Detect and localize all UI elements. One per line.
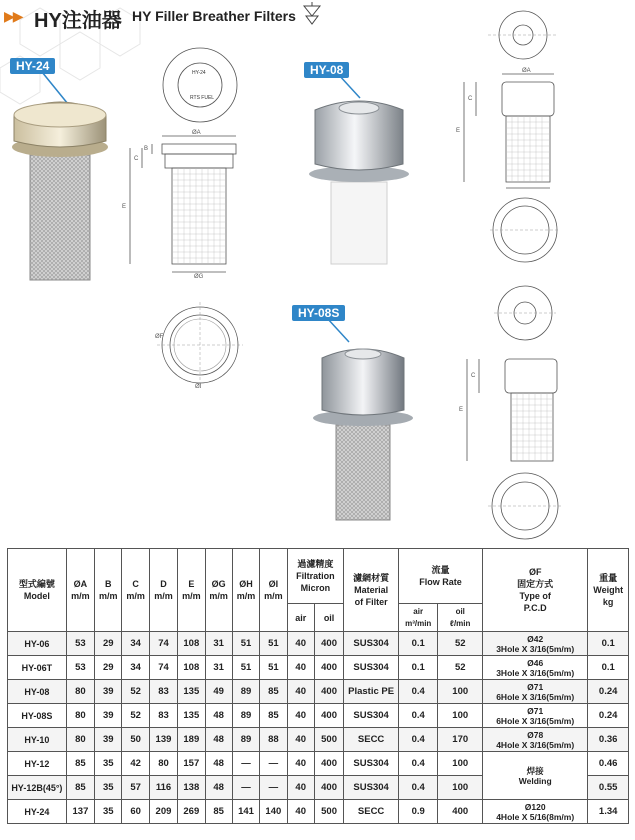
col-filtration: 過濾精度 Filtration Micron <box>287 549 344 604</box>
funnel-icon <box>302 2 322 26</box>
table-cell-foil: 500 <box>314 800 343 824</box>
table-cell-model: HY-24 <box>8 800 67 824</box>
col-c: C m/m <box>122 549 149 632</box>
table-cell-weight: 0.46 <box>588 752 629 776</box>
page-subtitle: HY Filler Breather Filters <box>132 8 296 24</box>
table-cell-a: 53 <box>66 632 94 656</box>
table-cell-h: 89 <box>232 680 259 704</box>
table-row <box>8 632 629 656</box>
table-cell-a: 85 <box>66 776 94 800</box>
title-arrows-icon: ▶▶ <box>4 8 22 24</box>
table-cell-c: 42 <box>122 752 149 776</box>
table-cell-pcd: Ø78 4Hole X 3/16(5m/m) <box>483 728 588 752</box>
table-cell-h: — <box>232 776 259 800</box>
table-cell-foil: 400 <box>314 776 343 800</box>
table-cell-pcd: 焊接 Welding <box>483 752 588 800</box>
hy24-photo <box>8 95 113 285</box>
table-cell-b: 39 <box>95 704 122 728</box>
table-cell-a: 80 <box>66 680 94 704</box>
table-cell-foil: 400 <box>314 656 343 680</box>
table-cell-flow_oil: 100 <box>438 776 483 800</box>
table-cell-b: 35 <box>95 752 122 776</box>
dim-c: C <box>134 156 139 162</box>
table-cell-b: 29 <box>95 656 122 680</box>
table-cell-flow_air: 0.1 <box>398 632 438 656</box>
hy24-bottom-drawing <box>155 300 245 390</box>
table-cell-flow_air: 0.1 <box>398 656 438 680</box>
table-cell-fair: 40 <box>287 800 314 824</box>
table-cell-g: 31 <box>205 632 232 656</box>
col-filtration-oil: oil <box>314 604 343 632</box>
table-cell-c: 50 <box>122 728 149 752</box>
table-cell-h: 89 <box>232 728 259 752</box>
table-cell-weight: 0.1 <box>588 656 629 680</box>
table-cell-h: 51 <box>232 632 259 656</box>
col-flow-oil: oil ℓ/min <box>438 604 483 632</box>
table-cell-b: 29 <box>95 632 122 656</box>
cap-text-bottom: RTS FUEL <box>190 95 215 101</box>
table-cell-fair: 40 <box>287 752 314 776</box>
table-cell-foil: 400 <box>314 752 343 776</box>
table-cell-flow_oil: 170 <box>438 728 483 752</box>
table-cell-e: 108 <box>178 632 205 656</box>
table-cell-material: SUS304 <box>344 656 399 680</box>
table-cell-foil: 400 <box>314 704 343 728</box>
table-cell-g: 48 <box>205 704 232 728</box>
col-g: ØG m/m <box>205 549 232 632</box>
table-cell-c: 60 <box>122 800 149 824</box>
dim-i: ØI <box>195 384 202 390</box>
table-cell-material: SECC <box>344 800 399 824</box>
table-row <box>8 728 629 752</box>
table-cell-pcd: Ø71 6Hole X 3/16(5m/m) <box>483 704 588 728</box>
table-cell-g: 49 <box>205 680 232 704</box>
table-cell-d: 139 <box>149 728 177 752</box>
table-cell-fair: 40 <box>287 728 314 752</box>
dim-e: E <box>122 204 127 210</box>
table-cell-model: HY-06T <box>8 656 67 680</box>
table-cell-b: 39 <box>95 680 122 704</box>
table-cell-foil: 500 <box>314 728 343 752</box>
table-cell-e: 135 <box>178 704 205 728</box>
table-cell-g: 48 <box>205 776 232 800</box>
table-cell-material: SUS304 <box>344 776 399 800</box>
hy08s-side-drawing <box>455 345 565 470</box>
table-cell-pcd: Ø42 3Hole X 3/16(5m/m) <box>483 632 588 656</box>
svg-text:C: C <box>468 96 473 102</box>
table-cell-d: 83 <box>149 680 177 704</box>
table-cell-d: 74 <box>149 656 177 680</box>
col-material: 濾網材質 Material of Filter <box>344 549 399 632</box>
table-cell-material: SUS304 <box>344 752 399 776</box>
table-cell-a: 80 <box>66 728 94 752</box>
table-cell-flow_air: 0.9 <box>398 800 438 824</box>
col-a: ØA m/m <box>66 549 94 632</box>
table-cell-weight: 0.55 <box>588 776 629 800</box>
col-model: 型式編號 Model <box>8 549 67 632</box>
table-cell-flow_air: 0.4 <box>398 704 438 728</box>
svg-text:ØA: ØA <box>522 68 531 74</box>
table-cell-flow_oil: 100 <box>438 752 483 776</box>
col-flow: 流量 Flow Rate <box>398 549 482 604</box>
table-cell-flow_air: 0.4 <box>398 752 438 776</box>
table-cell-material: SUS304 <box>344 632 399 656</box>
table-cell-fair: 40 <box>287 776 314 800</box>
col-e: E m/m <box>178 549 205 632</box>
table-cell-c: 52 <box>122 704 149 728</box>
table-cell-h: 51 <box>232 656 259 680</box>
table-cell-c: 34 <box>122 656 149 680</box>
spec-table-body <box>8 632 629 824</box>
table-cell-i: 51 <box>260 632 287 656</box>
table-cell-pcd: Ø46 3Hole X 3/16(5m/m) <box>483 656 588 680</box>
table-cell-i: 140 <box>260 800 287 824</box>
table-cell-flow_oil: 100 <box>438 680 483 704</box>
table-cell-g: 31 <box>205 656 232 680</box>
table-cell-model: HY-06 <box>8 632 67 656</box>
table-cell-pcd: Ø71 6Hole X 3/16(5m/m) <box>483 680 588 704</box>
table-cell-pcd: Ø120 4Hole X 5/16(8m/m) <box>483 800 588 824</box>
table-cell-d: 116 <box>149 776 177 800</box>
table-cell-g: 48 <box>205 728 232 752</box>
hy08-side-drawing <box>448 60 558 190</box>
table-cell-model: HY-12 <box>8 752 67 776</box>
table-cell-material: SUS304 <box>344 704 399 728</box>
table-cell-c: 57 <box>122 776 149 800</box>
table-cell-weight: 0.24 <box>588 704 629 728</box>
dim-a: ØA <box>192 130 201 136</box>
hy08-label: HY-08 <box>304 62 349 78</box>
table-cell-d: 74 <box>149 632 177 656</box>
hy08s-top-drawing <box>494 282 556 344</box>
dim-b: B <box>144 146 149 152</box>
hy08s-bottom-drawing <box>488 470 562 542</box>
table-cell-c: 34 <box>122 632 149 656</box>
table-cell-fair: 40 <box>287 632 314 656</box>
table-cell-model: HY-08 <box>8 680 67 704</box>
table-cell-e: 135 <box>178 680 205 704</box>
table-cell-material: Plastic PE <box>344 680 399 704</box>
hy08-top-drawing <box>488 8 558 63</box>
table-cell-i: 88 <box>260 728 287 752</box>
table-cell-b: 35 <box>95 776 122 800</box>
table-cell-model: HY-12B(45°) <box>8 776 67 800</box>
table-row <box>8 752 629 776</box>
table-cell-d: 209 <box>149 800 177 824</box>
table-cell-b: 39 <box>95 728 122 752</box>
table-cell-flow_oil: 400 <box>438 800 483 824</box>
col-h: ØH m/m <box>232 549 259 632</box>
table-cell-c: 52 <box>122 680 149 704</box>
table-cell-flow_oil: 52 <box>438 632 483 656</box>
table-cell-e: 157 <box>178 752 205 776</box>
table-cell-fair: 40 <box>287 704 314 728</box>
svg-text:E: E <box>456 128 461 134</box>
hy08s-label: HY-08S <box>292 305 345 321</box>
dim-f: ØF <box>155 334 164 340</box>
hy08-photo <box>305 92 415 267</box>
table-cell-flow_oil: 100 <box>438 704 483 728</box>
table-cell-a: 53 <box>66 656 94 680</box>
svg-text:C: C <box>471 373 476 379</box>
table-cell-i: 85 <box>260 680 287 704</box>
table-cell-d: 80 <box>149 752 177 776</box>
table-cell-fair: 40 <box>287 680 314 704</box>
table-cell-e: 189 <box>178 728 205 752</box>
table-cell-e: 108 <box>178 656 205 680</box>
col-flow-air: air m³/min <box>398 604 438 632</box>
table-cell-a: 80 <box>66 704 94 728</box>
hy24-label: HY-24 <box>10 58 55 74</box>
col-b: B m/m <box>95 549 122 632</box>
table-cell-flow_air: 0.4 <box>398 728 438 752</box>
table-cell-model: HY-10 <box>8 728 67 752</box>
table-cell-d: 83 <box>149 704 177 728</box>
table-cell-flow_oil: 52 <box>438 656 483 680</box>
table-cell-fair: 40 <box>287 656 314 680</box>
hy08s-photo <box>308 340 418 525</box>
cap-text-top: HY-24 <box>192 70 206 76</box>
table-cell-a: 137 <box>66 800 94 824</box>
table-cell-weight: 1.34 <box>588 800 629 824</box>
table-cell-weight: 0.24 <box>588 680 629 704</box>
table-cell-a: 85 <box>66 752 94 776</box>
table-row <box>8 656 629 680</box>
col-weight: 重量 Weight kg <box>588 549 629 632</box>
page-title: HY注油器 <box>34 10 122 32</box>
table-row <box>8 800 629 824</box>
table-cell-flow_air: 0.4 <box>398 776 438 800</box>
table-cell-foil: 400 <box>314 680 343 704</box>
col-d: D m/m <box>149 549 177 632</box>
table-cell-material: SECC <box>344 728 399 752</box>
spec-table <box>7 548 629 824</box>
hy24-top-drawing <box>160 45 240 125</box>
table-cell-h: 89 <box>232 704 259 728</box>
table-cell-e: 269 <box>178 800 205 824</box>
table-cell-i: — <box>260 752 287 776</box>
hy08-bottom-drawing <box>490 195 560 265</box>
table-cell-e: 138 <box>178 776 205 800</box>
table-cell-g: 48 <box>205 752 232 776</box>
table-cell-flow_air: 0.4 <box>398 680 438 704</box>
hy24-side-drawing <box>120 128 260 278</box>
table-cell-i: 85 <box>260 704 287 728</box>
col-i: ØI m/m <box>260 549 287 632</box>
table-cell-i: 51 <box>260 656 287 680</box>
table-cell-g: 85 <box>205 800 232 824</box>
table-cell-h: 141 <box>232 800 259 824</box>
table-cell-model: HY-08S <box>8 704 67 728</box>
svg-text:E: E <box>459 407 464 413</box>
table-cell-weight: 0.1 <box>588 632 629 656</box>
table-cell-i: — <box>260 776 287 800</box>
table-cell-h: — <box>232 752 259 776</box>
table-cell-b: 35 <box>95 800 122 824</box>
table-cell-foil: 400 <box>314 632 343 656</box>
table-cell-weight: 0.36 <box>588 728 629 752</box>
col-pcd: ØF 固定方式 Type of P.C.D <box>483 549 588 632</box>
table-row <box>8 704 629 728</box>
col-filtration-air: air <box>287 604 314 632</box>
table-row <box>8 680 629 704</box>
dim-g: ØG <box>194 274 204 278</box>
